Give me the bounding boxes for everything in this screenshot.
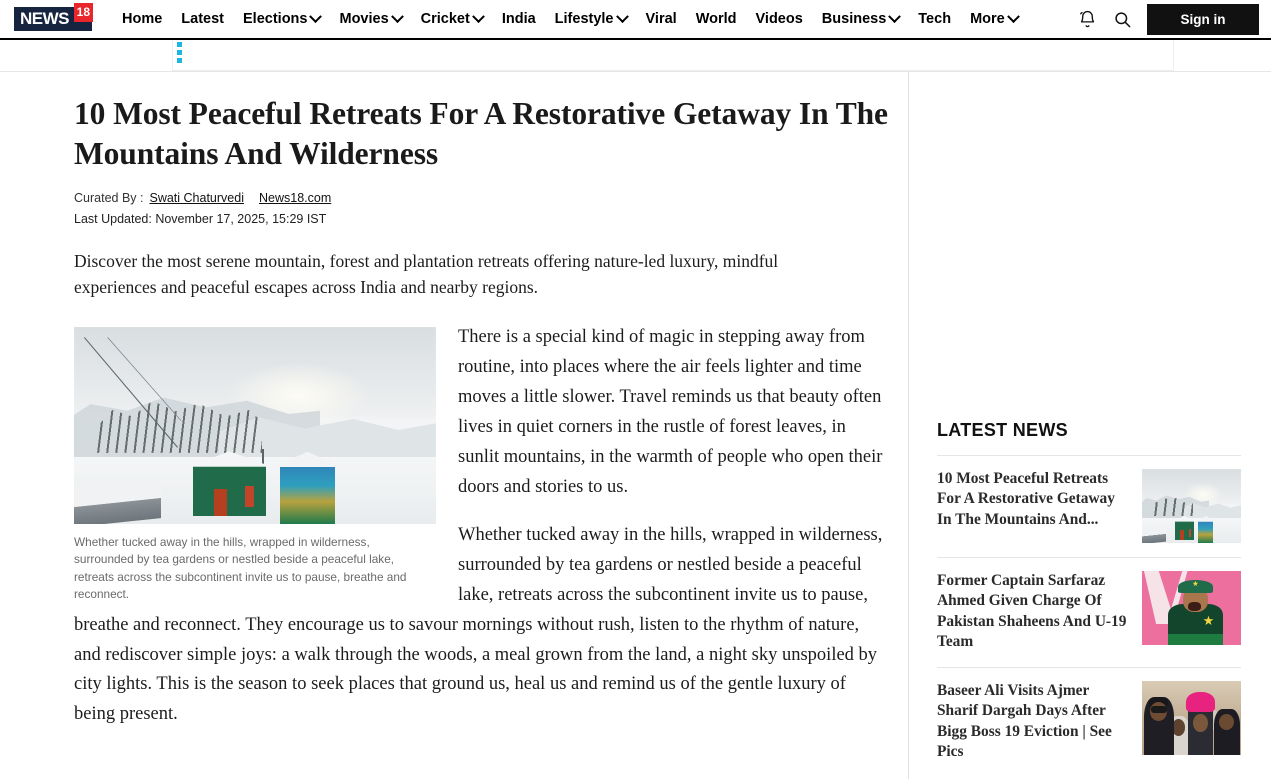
source-link[interactable]: News18.com [258, 190, 332, 205]
nav-item-india[interactable] [502, 12, 536, 27]
nav-item-lifestyle[interactable] [555, 12, 627, 27]
sign-in-button[interactable]: Sign in [1147, 4, 1259, 35]
curated-by-label: Curated By : [74, 190, 144, 205]
loader-dot [177, 58, 182, 63]
bell-icon[interactable] [1076, 8, 1098, 30]
nav-item-movies[interactable] [339, 12, 401, 27]
author-link[interactable]: Swati Chaturvedi [149, 190, 244, 205]
nav-item-business[interactable] [822, 12, 899, 27]
nav-item-home[interactable] [122, 12, 162, 27]
chevron-down-icon [391, 10, 404, 23]
chevron-down-icon [1007, 10, 1020, 23]
page-title: 10 Most Peaceful Retreats For A Restorative Getaway In The Mountains And Wilderness [74, 96, 888, 172]
nav-label: Elections [243, 10, 308, 27]
last-updated [74, 212, 888, 226]
nav-label: Viral [645, 10, 677, 27]
nav-item-elections[interactable] [243, 12, 320, 27]
loader-dot [177, 50, 182, 55]
chevron-down-icon [888, 10, 901, 23]
page-body [0, 72, 1271, 779]
nav-label: Home [122, 10, 163, 27]
ad-loading-indicator [177, 42, 183, 66]
logo-wordmark: NEWS [20, 9, 69, 28]
sidebar-ad-slot [937, 90, 1241, 420]
article-body [74, 323, 888, 731]
article-paragraph-1: There is a special kind of magic in stepping away from routine, into places where the air feels lighter and time moves a little slower. Travel reminds us that beauty often lives in quiet corners in the rustle of forest leaves, in sunlit mountains, in the warmth of people who open their doors and stories to us. [458, 326, 883, 497]
list-item[interactable] [937, 455, 1241, 557]
last-updated-label: Last Updated: [74, 211, 152, 226]
nav-item-more[interactable] [970, 12, 1018, 27]
snow-scene-art [74, 327, 436, 524]
article-column [0, 72, 908, 779]
ad-slot-leaderboard [172, 40, 1174, 71]
list-item[interactable] [937, 557, 1241, 667]
dargah-crowd-thumb [1142, 681, 1241, 755]
nav-item-tech[interactable] [918, 12, 951, 27]
nav-label: Business [821, 10, 887, 27]
nav-label: India [501, 10, 536, 27]
last-updated-value: November 17, 2025, 15:29 IST [155, 211, 327, 226]
nav-item-viral[interactable] [646, 12, 677, 27]
nav-label: Cricket [420, 10, 470, 27]
nav-label: Lifestyle [554, 10, 614, 27]
snow-mountain-thumb [1142, 469, 1241, 543]
nav-label: More [970, 10, 1005, 27]
latest-news-title: 10 Most Peaceful Retreats For A Restorative Getaway In The Mountains And... [937, 470, 1115, 528]
article-hero-figure [74, 327, 436, 604]
latest-news-title: Former Captain Sarfaraz Ahmed Given Charge Of Pakistan Shaheens And U-19 Team [937, 572, 1127, 651]
chevron-down-icon [616, 10, 629, 23]
latest-news-title: Baseer Ali Visits Ajmer Sharif Dargah Days After Bigg Boss 19 Eviction | See Pics [937, 681, 1112, 761]
nav-label: Movies [339, 10, 389, 27]
nav-item-videos[interactable] [756, 12, 803, 27]
cricketer-thumb: ★ [1142, 571, 1241, 645]
latest-news-heading: LATEST NEWS [937, 420, 1068, 440]
nav-label: Latest [181, 10, 225, 27]
loader-dot [177, 42, 182, 47]
top-navigation-bar [0, 0, 1271, 40]
news18-logo[interactable] [14, 7, 92, 31]
article-summary: Discover the most serene mountain, forest and plantation retreats offering nature-led luxury, mindful experiences and peaceful escapes across India and nearby regions. [74, 250, 779, 298]
chevron-down-icon [310, 10, 323, 23]
list-item[interactable] [937, 667, 1241, 777]
ad-banner-strip [0, 40, 1271, 72]
search-icon[interactable] [1111, 8, 1133, 30]
nav-label: World [695, 10, 737, 27]
article-paragraph-2: Whether tucked away in the hills, wrapped in wilderness, surrounded by tea gardens or nestled beside a peaceful lake, retreats across the subcontinent invite us to pause, breathe and reconnect. They encourage us to savour mornings without rush, listen to the rhythm of nature, and rediscover simple joys: a walk through the woods, a meal grown from the land, a night sky unspoiled by city lights. This is the season to seek places that ground us, heal us and remind us of the gentle luxury of being present. [74, 524, 883, 725]
nav-item-world[interactable] [696, 12, 737, 27]
logo-badge-18: 18 [74, 3, 93, 22]
primary-nav-list [122, 12, 1064, 27]
hero-image-snow-mountain-retreat [74, 327, 436, 524]
nav-icon-group [1076, 8, 1133, 30]
nav-item-cricket[interactable] [421, 12, 483, 27]
hero-image-caption: Whether tucked away in the hills, wrapped in wilderness, surrounded by tea gardens or nestled beside a peaceful lake, retreats across the subcontinent invite us to pause, breathe and reconnect. [74, 534, 407, 602]
nav-label: Tech [918, 10, 952, 27]
nav-item-latest[interactable] [181, 12, 224, 27]
byline [74, 191, 888, 205]
right-sidebar [908, 72, 1271, 779]
chevron-down-icon [472, 10, 485, 23]
nav-label: Videos [755, 10, 803, 27]
